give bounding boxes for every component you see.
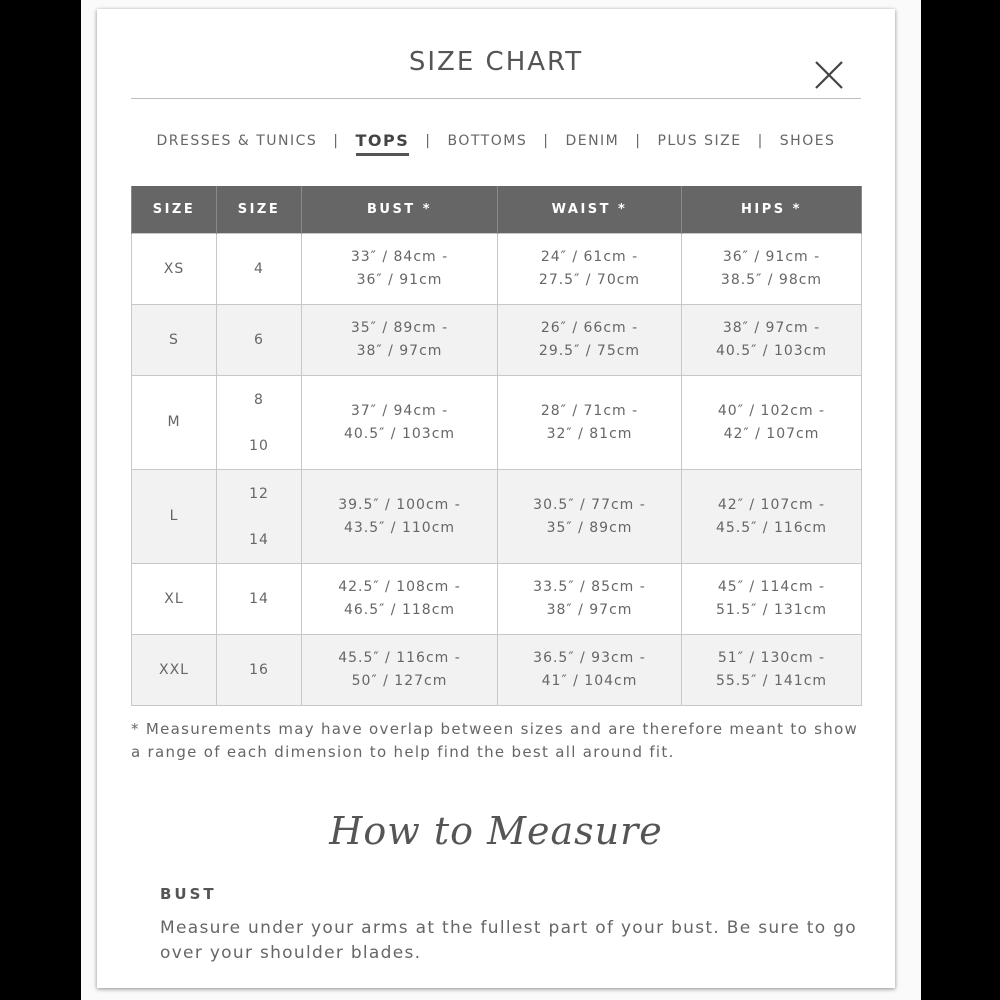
waist-range-end: 41″ / 104cm — [541, 673, 638, 689]
size-letter-cell: L — [132, 470, 217, 564]
bust-range-start: 39.5″ / 100cm - — [338, 496, 461, 513]
size-number-value: 8 — [254, 391, 264, 408]
waist-range-end: 35″ / 89cm — [546, 519, 633, 536]
header-hips: HIPS * — [682, 186, 862, 234]
waist-cell — [498, 564, 682, 635]
bust-range-end: 46.5″ / 118cm — [343, 602, 456, 618]
table-row — [132, 635, 862, 706]
hips-range-end: 38.5″ / 98cm — [720, 272, 823, 288]
bust-cell — [302, 305, 498, 376]
waist-range-start: 26″ / 66cm - — [540, 320, 639, 336]
size-number-cell: 6 — [217, 305, 302, 376]
tab-bottoms[interactable]: BOTTOMS — [447, 133, 528, 149]
size-table — [131, 186, 862, 706]
bust-cell — [302, 470, 498, 564]
table-row — [132, 305, 862, 376]
bust-range-end: 43.5″ / 110cm — [343, 519, 456, 536]
waist-range-end: 32″ / 81cm — [546, 425, 633, 442]
modal-title: SIZE CHART — [408, 47, 584, 77]
tab-denim[interactable]: DENIM — [565, 133, 620, 149]
tab-plus-size[interactable]: PLUS SIZE — [657, 133, 742, 149]
bust-cell — [302, 564, 498, 635]
size-number-value: 12 — [249, 485, 269, 502]
bust-instructions: Measure under your arms at the fullest part of your bust. Be sure to go over your shoulder blades. — [160, 918, 857, 963]
size-number-cell — [217, 376, 302, 470]
hips-range-end: 51.5″ / 131cm — [715, 602, 828, 618]
bust-range-end: 50″ / 127cm — [351, 673, 448, 689]
tab-separator: | — [635, 133, 642, 149]
hips-cell — [682, 305, 862, 376]
size-number-cell — [217, 470, 302, 564]
hips-cell — [682, 635, 862, 706]
category-tabs — [97, 131, 895, 161]
table-row — [132, 564, 862, 635]
hips-cell — [682, 470, 862, 564]
size-chart-modal — [97, 9, 895, 988]
size-letter-cell: S — [132, 305, 217, 376]
waist-range-start: 30.5″ / 77cm - — [533, 496, 646, 513]
close-icon — [811, 57, 847, 93]
bust-cell — [302, 234, 498, 305]
bust-cell — [302, 635, 498, 706]
hips-range-start: 36″ / 91cm - — [722, 249, 821, 265]
hips-range-start: 42″ / 107cm - — [717, 496, 826, 513]
size-number-value: 10 — [249, 437, 269, 454]
hips-range-end: 55.5″ / 141cm — [715, 673, 828, 689]
hips-cell — [682, 376, 862, 470]
measurement-footnote: * Measurements may have overlap between sizes and are therefore meant to show a range of each dimension to help find the best all around fit. — [131, 720, 859, 761]
bust-range-start: 42.5″ / 108cm - — [338, 579, 461, 595]
tab-shoes[interactable]: SHOES — [779, 133, 836, 149]
tab-separator: | — [333, 133, 340, 149]
bust-range-end: 36″ / 91cm — [356, 272, 443, 288]
close-button[interactable] — [811, 57, 847, 93]
bust-range-start: 35″ / 89cm - — [350, 320, 449, 336]
bust-cell — [302, 376, 498, 470]
tab-separator: | — [425, 133, 432, 149]
bust-range-start: 37″ / 94cm - — [350, 402, 449, 419]
hips-range-end: 42″ / 107cm — [723, 425, 820, 442]
bust-range-end: 40.5″ / 103cm — [343, 425, 456, 442]
table-header-row — [132, 186, 862, 234]
header-bust: BUST * — [302, 186, 498, 234]
tab-separator: | — [543, 133, 550, 149]
header-size-number: SIZE — [217, 186, 302, 234]
size-letter-cell: XXL — [132, 635, 217, 706]
table-row — [132, 470, 862, 564]
bust-range-start: 33″ / 84cm - — [350, 249, 449, 265]
waist-range-start: 33.5″ / 85cm - — [533, 579, 646, 595]
table-row — [132, 376, 862, 470]
bust-range-end: 38″ / 97cm — [356, 343, 443, 359]
waist-cell — [498, 376, 682, 470]
size-letter-cell: XL — [132, 564, 217, 635]
waist-range-end: 29.5″ / 75cm — [538, 343, 641, 359]
waist-cell — [498, 234, 682, 305]
hips-cell — [682, 564, 862, 635]
bust-heading: BUST — [160, 885, 217, 903]
hips-cell — [682, 234, 862, 305]
table-row — [132, 234, 862, 305]
how-to-measure-title: How to Measure — [329, 809, 663, 853]
size-letter-cell: M — [132, 376, 217, 470]
hips-range-end: 40.5″ / 103cm — [715, 343, 828, 359]
hips-range-start: 40″ / 102cm - — [717, 402, 826, 419]
waist-cell — [498, 635, 682, 706]
bust-range-start: 45.5″ / 116cm - — [338, 650, 461, 666]
tab-tops[interactable]: TOPS — [356, 131, 410, 156]
waist-range-start: 36.5″ / 93cm - — [533, 650, 646, 666]
waist-range-end: 27.5″ / 70cm — [538, 272, 641, 288]
tab-dresses-tunics[interactable]: DRESSES & TUNICS — [156, 133, 318, 149]
tab-separator: | — [757, 133, 764, 149]
hips-range-end: 45.5″ / 116cm — [715, 519, 828, 536]
size-number-cell: 4 — [217, 234, 302, 305]
size-letter-cell: XS — [132, 234, 217, 305]
header-waist: WAIST * — [498, 186, 682, 234]
waist-range-end: 38″ / 97cm — [546, 602, 633, 618]
waist-cell — [498, 305, 682, 376]
size-number-cell: 14 — [217, 564, 302, 635]
waist-range-start: 28″ / 71cm - — [540, 402, 639, 419]
hips-range-start: 45″ / 114cm - — [717, 579, 826, 595]
size-number-value: 14 — [249, 531, 269, 548]
waist-cell — [498, 470, 682, 564]
hips-range-start: 51″ / 130cm - — [717, 650, 826, 666]
hips-range-start: 38″ / 97cm - — [722, 320, 821, 336]
size-number-cell: 16 — [217, 635, 302, 706]
waist-range-start: 24″ / 61cm - — [540, 249, 639, 265]
header-size-letter: SIZE — [132, 186, 217, 234]
title-divider — [131, 98, 861, 99]
